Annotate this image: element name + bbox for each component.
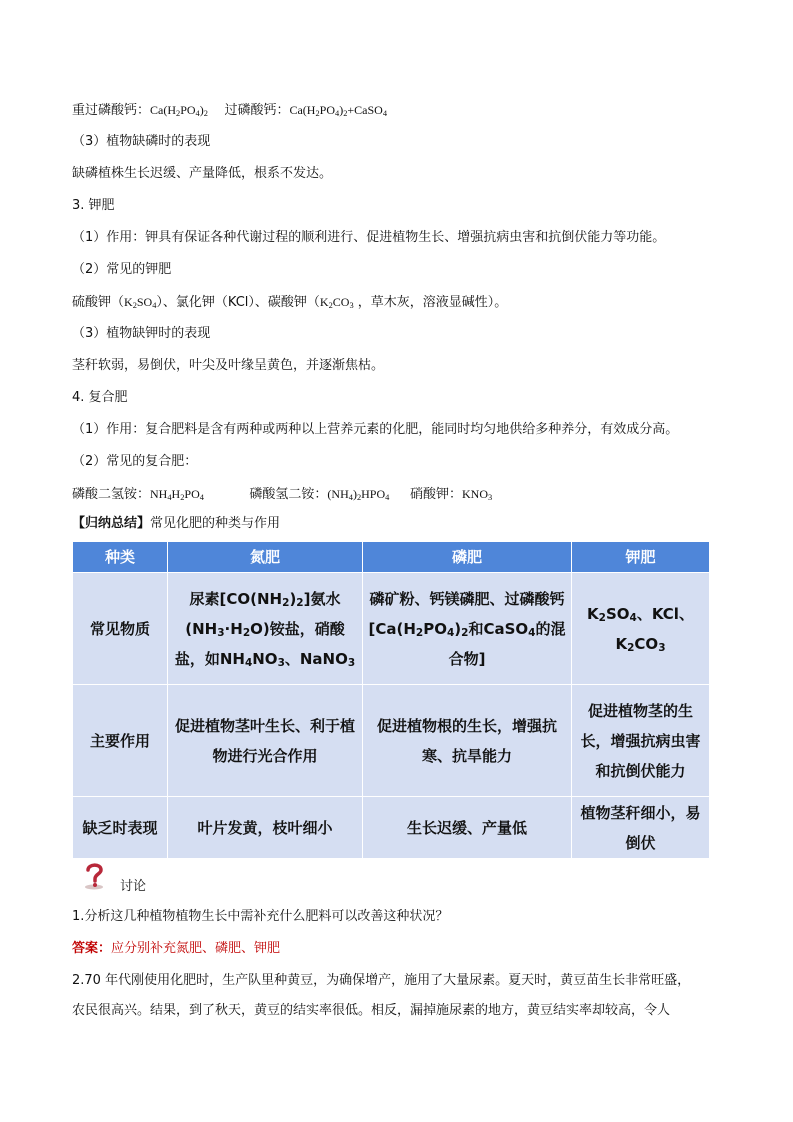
- question-1: 1.分析这几种植物植物生长中需补充什么肥料可以改善这种状况？: [72, 909, 449, 924]
- potash-function: （1）作用：钾具有保证各种代谢过程的顺利进行、促进植物生长、增强抗病虫害和抗倒伏能力等功能。: [72, 230, 666, 245]
- table-cell: 磷矿粉、钙镁磷肥、过磷酸钙[$Ca(H_2PO_4)_2$和CaSO$_4$的混合物]: [363, 573, 572, 685]
- table-cell: 生长迟缓、产量低: [363, 797, 572, 859]
- table-header: 种类: [73, 542, 168, 573]
- superphosphate-line: [72, 101, 387, 120]
- table-header: 磷肥: [363, 542, 572, 573]
- potash-common-heading: （2）常见的钾肥: [72, 262, 172, 277]
- potash-deficiency-heading: （3）植物缺钾时的表现: [72, 326, 211, 341]
- summary-title: 常见化肥的种类与作用: [150, 516, 281, 531]
- triple-superphosphate-label: 重过磷酸钙：: [72, 103, 151, 118]
- table-cell: 促进植物茎叶生长、利于植物进行光合作用: [168, 685, 363, 797]
- row-label: 主要作用: [73, 685, 168, 797]
- superphosphate-formula: $Ca(H_2PO_4)_2+CaSO_4$: [289, 103, 387, 118]
- table-header: 钾肥: [572, 542, 710, 573]
- compound-c-label: 硝酸钾：: [410, 487, 463, 502]
- potash-common-list: 硫酸钾$(K_2SO_4)$、氯化钾（KCl）、碳酸钾（$K_2CO_3$ ，草木灰，溶液显碱性）。: [72, 295, 508, 310]
- answer-line: [72, 940, 280, 958]
- question-2-line-1: 2.70 年代刚使用化肥时，生产队里种黄豆，为确保增产，施用了大量尿素。夏天时，黄豆苗生长非常旺盛，: [72, 973, 691, 988]
- p-deficiency-heading: （3）植物缺磷时的表现: [72, 134, 211, 149]
- answer-tag: 答案：: [72, 941, 112, 956]
- question-2-line-2: 农民很高兴。结果，到了秋天，黄豆的结实率很低。相反，漏掉施尿素的地方，黄豆结实率却较高，令人: [72, 1003, 671, 1018]
- fertilizer-summary-table: [72, 541, 710, 859]
- answer-text: 应分别补充氮肥、磷肥、钾肥: [111, 941, 281, 956]
- table-cell: 植物茎秆细小，易倒伏: [572, 797, 710, 859]
- triple-superphosphate-formula: $Ca(H_2PO_4)_2$: [150, 103, 208, 118]
- table-cell: $K_2SO_4$、KCl、$K_2CO_3$: [572, 573, 710, 685]
- compound-function: （1）作用：复合肥料是含有两种或两种以上营养元素的化肥，能同时均匀地供给多种养分，有效成分高。: [72, 422, 679, 437]
- table-row: [73, 685, 710, 797]
- table-header: 氮肥: [168, 542, 363, 573]
- summary-tag: 【归纳总结】: [72, 516, 151, 531]
- table-header-row: [73, 542, 710, 573]
- table-row: [73, 797, 710, 859]
- row-label: 常见物质: [73, 573, 168, 685]
- potash-deficiency-text: 茎秆软弱，易倒伏，叶尖及叶缘呈黄色，并逐渐焦枯。: [72, 358, 385, 373]
- table-row: [73, 573, 710, 685]
- compound-heading: 4. 复合肥: [72, 390, 128, 405]
- question-mark-icon: [82, 862, 108, 890]
- compound-list: 磷酸二氢铵：$NH_4H_2PO_4$ 磷酸氢二铵：$(NH_4)_2HPO_4$ 硝酸钾：$KNO_3$: [72, 487, 493, 502]
- superphosphate-label: 过磷酸钙：: [224, 103, 290, 118]
- compound-common-heading: （2）常见的复合肥：: [72, 454, 198, 469]
- p-deficiency-text: 缺磷植株生长迟缓、产量降低，根系不发达。: [72, 166, 333, 181]
- potash-heading: 3. 钾肥: [72, 198, 115, 213]
- table-cell: 促进植物根的生长，增强抗寒、抗旱能力: [363, 685, 572, 797]
- discussion-label: 讨论: [120, 879, 147, 894]
- compound-b-label: 磷酸氢二铵：: [249, 487, 328, 502]
- table-cell: 叶片发黄，枝叶细小: [168, 797, 363, 859]
- row-label: 缺乏时表现: [73, 797, 168, 859]
- compound-a-label: 磷酸二氢铵：: [72, 487, 151, 502]
- table-cell: 促进植物茎的生长，增强抗病虫害和抗倒伏能力: [572, 685, 710, 797]
- summary-heading: [72, 515, 280, 533]
- table-cell: 尿素$[CO(NH_2)_2]$氨水$(NH_3\cdot H_2O)$铵盐，硝酸盐，如$NH_4NO_3$、NaNO$_3$: [168, 573, 363, 685]
